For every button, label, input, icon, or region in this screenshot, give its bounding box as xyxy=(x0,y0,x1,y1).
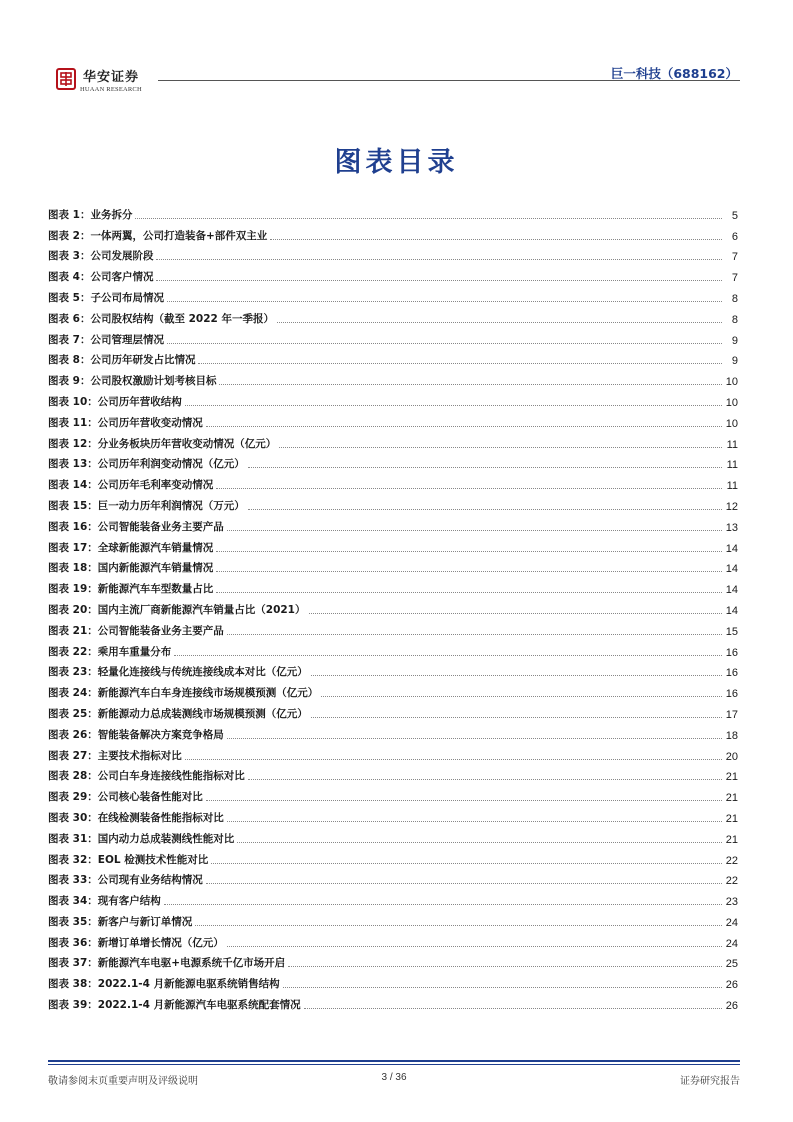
toc-entry-label[interactable]: 图表 9：公司股权激励计划考核目标 xyxy=(48,375,217,388)
dot-leader xyxy=(309,613,722,614)
toc-entry-label[interactable]: 图表 26：智能装备解决方案竞争格局 xyxy=(48,728,224,741)
toc-entry[interactable] xyxy=(48,950,738,971)
toc-entry[interactable] xyxy=(48,513,738,534)
dot-leader xyxy=(248,779,722,780)
dot-leader xyxy=(219,384,721,385)
footer-report-type: 证券研究报告 xyxy=(680,1076,740,1087)
seal-icon xyxy=(56,68,76,90)
toc-entry[interactable] xyxy=(48,679,738,700)
dot-leader xyxy=(227,821,722,822)
toc-entry-page[interactable]: 24 xyxy=(725,937,738,950)
dot-leader xyxy=(311,717,722,718)
toc-entry[interactable] xyxy=(48,929,738,950)
toc-entry[interactable] xyxy=(48,970,738,991)
logo-subtitle: HUAAN RESEARCH xyxy=(80,86,142,93)
dot-leader xyxy=(279,447,722,448)
dot-leader xyxy=(311,675,722,676)
toc-entry[interactable] xyxy=(48,201,738,222)
toc-entry-label[interactable]: 图表 13：公司历年利润变动情况（亿元） xyxy=(48,458,245,471)
toc-entry-page[interactable]: 8 xyxy=(731,313,738,326)
dot-leader xyxy=(216,571,721,572)
toc-entry[interactable] xyxy=(48,659,738,680)
toc-entry-label[interactable]: 图表 39：2022.1-4 月新能源汽车电驱系统配套情况 xyxy=(48,999,301,1012)
toc-entry[interactable] xyxy=(48,263,738,284)
dot-leader xyxy=(227,634,722,635)
dot-leader xyxy=(174,655,721,656)
toc-entry-label[interactable]: 图表 22：乘用车重量分布 xyxy=(48,645,172,658)
toc-entry-page[interactable]: 14 xyxy=(725,584,738,597)
toc-entry-label[interactable]: 图表 8：公司历年研发占比情况 xyxy=(48,354,196,367)
dot-leader xyxy=(227,946,722,947)
toc-entry-label[interactable]: 图表 2：一体两翼，公司打造装备+部件双主业 xyxy=(48,229,268,242)
dot-leader xyxy=(206,883,722,884)
toc-entry-page[interactable]: 21 xyxy=(725,771,738,784)
dot-leader xyxy=(156,280,722,281)
toc-entry[interactable] xyxy=(48,534,738,555)
toc-entry[interactable] xyxy=(48,305,738,326)
toc-entry-page[interactable]: 16 xyxy=(725,688,738,701)
toc-entry[interactable] xyxy=(48,596,738,617)
toc-entry[interactable] xyxy=(48,451,738,472)
toc-entry-label[interactable]: 图表 7：公司管理层情况 xyxy=(48,333,164,346)
toc-entry[interactable] xyxy=(48,700,738,721)
toc-entry[interactable] xyxy=(48,575,738,596)
toc-entry-page[interactable]: 22 xyxy=(725,854,738,867)
toc-entry[interactable] xyxy=(48,388,738,409)
toc-entry-label[interactable]: 图表 32：EOL 检测技术性能对比 xyxy=(48,853,209,866)
toc-entry-page[interactable]: 5 xyxy=(731,209,738,222)
toc-entry-label[interactable]: 图表 12：分业务板块历年营收变动情况（亿元） xyxy=(48,437,277,450)
toc-entry[interactable] xyxy=(48,825,738,846)
dot-leader xyxy=(167,343,722,344)
toc-entry-label[interactable]: 图表 28：公司白车身连接线性能指标对比 xyxy=(48,770,245,783)
toc-entry[interactable] xyxy=(48,243,738,264)
toc-entry-label[interactable]: 图表 37：新能源汽车电驱+电源系统千亿市场开启 xyxy=(48,957,286,970)
dot-leader xyxy=(198,363,722,364)
footer-divider-thick xyxy=(48,1060,740,1062)
toc-entry-page[interactable]: 26 xyxy=(725,1000,738,1013)
footer-divider-thin xyxy=(48,1064,740,1065)
toc-entry-page[interactable]: 7 xyxy=(731,251,738,264)
toc-entry-label[interactable]: 图表 29：公司核心装备性能对比 xyxy=(48,791,203,804)
toc-entry-label[interactable]: 图表 35：新客户与新订单情况 xyxy=(48,915,193,928)
toc-entry-page[interactable]: 11 xyxy=(726,480,738,493)
huaan-logo xyxy=(48,64,158,98)
dot-leader xyxy=(277,322,722,323)
toc-entry-page[interactable]: 24 xyxy=(725,916,738,929)
toc-entry-page[interactable]: 21 xyxy=(725,812,738,825)
toc-entry[interactable] xyxy=(48,908,738,929)
toc-entry-page[interactable]: 23 xyxy=(725,896,738,909)
toc-entry-page[interactable]: 22 xyxy=(725,875,738,888)
dot-leader xyxy=(206,426,722,427)
dot-leader xyxy=(304,1008,722,1009)
figure-index xyxy=(48,201,738,1012)
toc-entry-label[interactable]: 图表 16：公司智能装备业务主要产品 xyxy=(48,520,224,533)
logo-name: 华安证券 xyxy=(83,70,140,85)
dot-leader xyxy=(248,467,722,468)
toc-entry-page[interactable]: 15 xyxy=(725,625,738,638)
footer-page-number: 3 / 36 xyxy=(381,1072,407,1083)
toc-entry-page[interactable]: 16 xyxy=(725,667,738,680)
toc-entry-label[interactable]: 图表 3：公司发展阶段 xyxy=(48,250,154,263)
toc-entry[interactable] xyxy=(48,887,738,908)
dot-leader xyxy=(216,592,721,593)
toc-entry-page[interactable]: 7 xyxy=(731,272,738,285)
toc-entry-page[interactable]: 21 xyxy=(725,833,738,846)
toc-entry[interactable] xyxy=(48,471,738,492)
toc-entry[interactable] xyxy=(48,555,738,576)
toc-entry-label[interactable]: 图表 20：国内主流厂商新能源汽车销量占比（2021） xyxy=(48,603,306,616)
toc-entry-label[interactable]: 图表 19：新能源汽车车型数量占比 xyxy=(48,583,214,596)
toc-entry-label[interactable]: 图表 34：现有客户结构 xyxy=(48,895,161,908)
toc-entry-page[interactable]: 8 xyxy=(731,292,738,305)
page-title: 图表目录 xyxy=(334,147,459,178)
toc-entry-label[interactable]: 图表 33：公司现有业务结构情况 xyxy=(48,874,203,887)
toc-entry-page[interactable]: 21 xyxy=(725,792,738,805)
toc-entry[interactable] xyxy=(48,430,738,451)
toc-entry[interactable] xyxy=(48,846,738,867)
dot-leader xyxy=(206,800,722,801)
toc-entry-label[interactable]: 图表 4：公司客户情况 xyxy=(48,271,154,284)
toc-entry-label[interactable]: 图表 18：国内新能源汽车销量情况 xyxy=(48,562,214,575)
dot-leader xyxy=(211,863,722,864)
dot-leader xyxy=(283,987,722,988)
toc-entry[interactable] xyxy=(48,763,738,784)
dot-leader xyxy=(270,239,722,240)
toc-entry-label[interactable]: 图表 27：主要技术指标对比 xyxy=(48,749,182,762)
toc-entry-label[interactable]: 图表 17：全球新能源汽车销量情况 xyxy=(48,541,214,554)
toc-entry[interactable] xyxy=(48,867,738,888)
toc-entry-page[interactable]: 12 xyxy=(725,500,738,513)
toc-entry-label[interactable]: 图表 14：公司历年毛利率变动情况 xyxy=(48,479,214,492)
company-ticker: 巨一科技（688162） xyxy=(610,66,738,81)
dot-leader xyxy=(167,301,722,302)
dot-leader xyxy=(248,509,722,510)
toc-entry-page[interactable]: 25 xyxy=(725,958,738,971)
dot-leader xyxy=(195,925,721,926)
dot-leader xyxy=(185,405,722,406)
toc-entry-label[interactable]: 图表 15：巨一动力历年利润情况（万元） xyxy=(48,499,245,512)
page-footer xyxy=(48,1060,740,1090)
toc-entry[interactable] xyxy=(48,284,738,305)
dot-leader xyxy=(288,966,722,967)
toc-entry[interactable] xyxy=(48,804,738,825)
dot-leader xyxy=(237,842,721,843)
page-header xyxy=(48,62,740,98)
toc-entry-page[interactable]: 20 xyxy=(725,750,738,763)
dot-leader xyxy=(156,259,722,260)
dot-leader xyxy=(227,738,722,739)
dot-leader xyxy=(227,530,722,531)
dot-leader xyxy=(216,551,721,552)
toc-entry-page[interactable]: 11 xyxy=(726,438,738,451)
toc-entry[interactable] xyxy=(48,367,738,388)
toc-entry-label[interactable]: 图表 5：子公司布局情况 xyxy=(48,291,164,304)
dot-leader xyxy=(216,488,722,489)
toc-entry-page[interactable]: 26 xyxy=(725,979,738,992)
toc-entry-page[interactable]: 10 xyxy=(725,396,738,409)
toc-entry-page[interactable]: 9 xyxy=(731,355,738,368)
toc-entry-page[interactable]: 13 xyxy=(725,521,738,534)
toc-entry-label[interactable]: 图表 36：新增订单增长情况（亿元） xyxy=(48,936,224,949)
toc-entry-label[interactable]: 图表 21：公司智能装备业务主要产品 xyxy=(48,624,224,637)
toc-entry-page[interactable]: 10 xyxy=(725,417,738,430)
toc-entry[interactable] xyxy=(48,409,738,430)
toc-entry[interactable] xyxy=(48,326,738,347)
footer-disclaimer: 敬请参阅末页重要声明及评级说明 xyxy=(48,1076,198,1087)
toc-entry-page[interactable]: 6 xyxy=(731,230,738,243)
toc-entry-label[interactable]: 图表 1：业务拆分 xyxy=(48,208,133,221)
toc-entry[interactable] xyxy=(48,617,738,638)
toc-entry[interactable] xyxy=(48,721,738,742)
toc-entry-page[interactable]: 9 xyxy=(731,334,738,347)
toc-entry-page[interactable]: 10 xyxy=(725,376,738,389)
toc-entry-label[interactable]: 图表 25：新能源动力总成装测线市场规模预测（亿元） xyxy=(48,707,308,720)
toc-entry[interactable] xyxy=(48,783,738,804)
toc-entry-label[interactable]: 图表 31：国内动力总成装测线性能对比 xyxy=(48,832,235,845)
toc-entry-page[interactable]: 17 xyxy=(725,708,738,721)
dot-leader xyxy=(164,904,722,905)
dot-leader xyxy=(321,696,721,697)
toc-entry-page[interactable]: 14 xyxy=(725,604,738,617)
toc-entry-label[interactable]: 图表 6：公司股权结构（截至 2022 年一季报） xyxy=(48,312,274,325)
dot-leader xyxy=(135,218,722,219)
toc-entry-page[interactable]: 11 xyxy=(726,459,738,472)
dot-leader xyxy=(185,759,722,760)
toc-entry-page[interactable]: 16 xyxy=(725,646,738,659)
toc-entry[interactable] xyxy=(48,347,738,368)
toc-entry[interactable] xyxy=(48,742,738,763)
toc-entry-page[interactable]: 14 xyxy=(725,563,738,576)
toc-entry-label[interactable]: 图表 30：在线检测装备性能指标对比 xyxy=(48,811,224,824)
toc-entry[interactable] xyxy=(48,492,738,513)
toc-entry-label[interactable]: 图表 11：公司历年营收变动情况 xyxy=(48,416,203,429)
toc-entry-label[interactable]: 图表 24：新能源汽车白车身连接线市场规模预测（亿元） xyxy=(48,687,319,700)
toc-entry[interactable] xyxy=(48,222,738,243)
toc-entry-label[interactable]: 图表 23：轻量化连接线与传统连接线成本对比（亿元） xyxy=(48,666,308,679)
toc-entry-page[interactable]: 14 xyxy=(725,542,738,555)
toc-entry-page[interactable]: 18 xyxy=(725,729,738,742)
toc-entry[interactable] xyxy=(48,638,738,659)
toc-entry[interactable] xyxy=(48,991,738,1012)
toc-entry-label[interactable]: 图表 10：公司历年营收结构 xyxy=(48,395,182,408)
toc-entry-label[interactable]: 图表 38：2022.1-4 月新能源电驱系统销售结构 xyxy=(48,978,280,991)
